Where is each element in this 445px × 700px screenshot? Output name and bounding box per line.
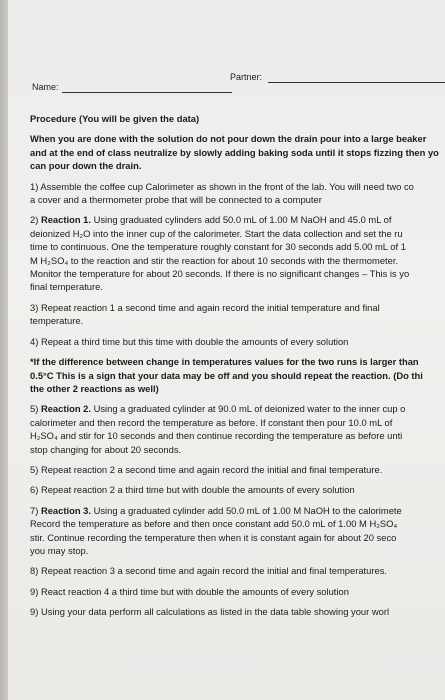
step-line: calorimeter and then record the temperature as before. If constant then pour 10.0 mL of — [30, 416, 393, 428]
step-line — [30, 504, 445, 517]
step-5-reaction-2 — [30, 402, 445, 456]
warning-line: can pour down the drain. — [30, 160, 142, 172]
step-line: 3) Repeat reaction 1 a second time and again record the initial temperature and final — [30, 301, 380, 313]
reaction-heading: Reaction 2. — [40, 403, 91, 415]
partner-blank — [268, 82, 445, 83]
step-line: M H₂SO₄ to the reaction and stir the reaction for about 10 seconds with the thermometer. — [30, 254, 399, 266]
procedure-section — [30, 112, 445, 619]
step-6: 6) Repeat reaction 2 a third time but with double the amounts of every solution — [30, 484, 355, 496]
step-9-calculations: 9) Using your data perform all calculations as listed in the data table showing your worl — [30, 606, 390, 618]
step-line: stop changing for about 20 seconds. — [30, 443, 182, 455]
step-line: temperature. — [30, 315, 84, 327]
procedure-title: Procedure (You will be given the data) — [30, 113, 200, 124]
step-line: stir. Continue recording the temperature then when it is constant again for about 20 seco — [30, 531, 397, 543]
step-number: 7) — [30, 504, 41, 516]
reaction-heading: Reaction 1. — [40, 214, 91, 226]
step-9: 9) React reaction 4 a third time but with double the amounts of every solution — [30, 585, 349, 597]
partner-label: Partner: — [230, 72, 263, 82]
step-2-reaction-1 — [30, 213, 445, 293]
note-line: *If the difference between change in temperatures values for the two runs is larger than — [30, 356, 419, 368]
step-number: 5) — [30, 403, 41, 415]
step-text: Using graduated cylinders add 50.0 mL of 1.00 M NaOH and 45.0 mL of — [90, 214, 392, 226]
step-line: a cover and a thermometer probe that will be connected to a computer — [30, 194, 322, 206]
note-line: 0.5°C This is a sign that your data may be off and you should repeat the reaction. (Do thi — [30, 369, 423, 381]
step-line: you may stop. — [30, 544, 89, 556]
step-4: 4) Repeat a third time but this time with double the amounts of every solution — [30, 335, 349, 347]
step-line — [30, 213, 445, 226]
step-line: H₂SO₄ and stir for 10 seconds and then continue recording the temperature as before unti — [30, 430, 403, 442]
step-line: time to continuous. One the temperature roughly constant for 30 seconds add 5.00 mL of 1 — [30, 241, 406, 253]
warning-line: and at the end of class neutralize by slowly adding baking soda until it stops fizzing then yo — [30, 146, 439, 158]
step-7-reaction-3 — [30, 504, 445, 558]
step-line: 1) Assemble the coffee cup Calorimeter as shown in the front of the lab. You will need two co — [30, 180, 414, 192]
step-line: final temperature. — [30, 281, 103, 293]
worksheet-page — [8, 0, 445, 700]
name-blank — [62, 92, 232, 93]
temperature-note — [30, 355, 445, 395]
name-label: Name: — [32, 82, 59, 92]
warning-line: When you are done with the solution do not pour down the drain pour into a large beaker — [30, 133, 427, 145]
step-5-repeat: 5) Repeat reaction 2 a second time and again record the initial and final temperature. — [30, 463, 383, 475]
step-line: Monitor the temperature for about 20 seconds. If there is no significant changes – This is yo — [30, 268, 410, 280]
step-line: Record the temperature as before and then once constant add 50.0 mL of 1.00 M H₂SO₄ — [30, 518, 398, 530]
step-8: 8) Repeat reaction 3 a second time and again record the initial and final temperatures. — [30, 565, 387, 577]
step-line: deionized H₂O into the inner cup of the calorimeter. Start the data collection and set the ru — [30, 227, 403, 239]
step-3 — [30, 301, 445, 328]
step-text: Using a graduated cylinder at 90.0 mL of deionized water to the inner cup o — [90, 403, 406, 415]
note-line: the other 2 reactions as well) — [30, 382, 159, 394]
step-number: 2) — [30, 214, 41, 226]
step-line — [30, 402, 445, 415]
reaction-heading: Reaction 3. — [40, 504, 91, 516]
disposal-warning — [30, 132, 445, 172]
step-text: Using a graduated cylinder add 50.0 mL of 1.00 M NaOH to the calorimete — [90, 504, 402, 516]
step-1 — [30, 180, 445, 207]
